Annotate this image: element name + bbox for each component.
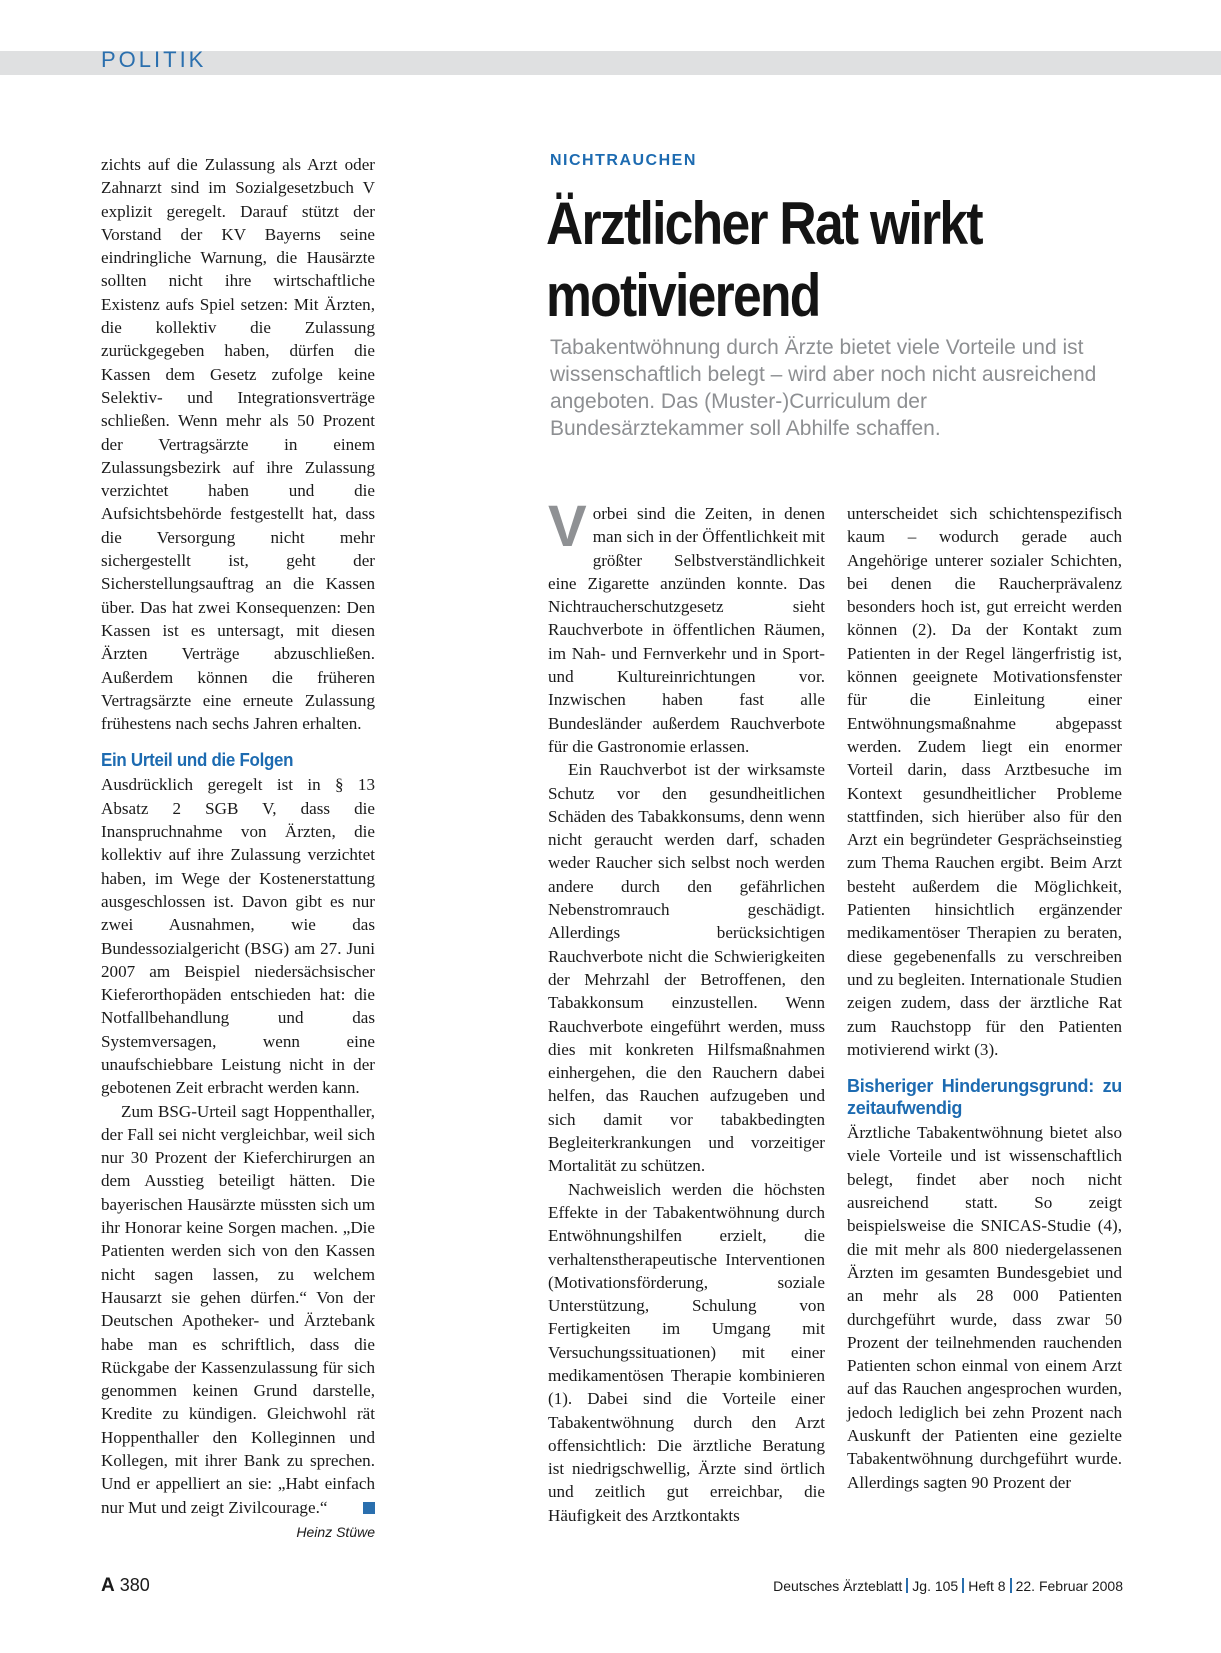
right-column [847,502,1122,1494]
page-prefix: A [101,1575,115,1596]
article-lead: Tabakentwöhnung durch Ärzte bietet viele Vorteile und ist wissenschaftlich belegt – wird aber noch nicht ausreichend angeboten. Das (Muster-)Curriculum der Bundesärztekammer soll Abhilfe schaffen. [550,336,1097,440]
right-subhead: Bisheriger Hinderungsgrund: zu zeitaufwendig [847,1076,1122,1119]
left-paragraph-2: Ausdrücklich geregelt ist in § 13 Absatz 2 SGB V, dass die Inanspruchnahme von Ärzten, die kollektiv auf ihre Zulassung verzichtet haben, im Wege der Kostenerstattung ausgeschlossen ist. Davon gibt es nur zwei Ausnahmen, wie das Bundessozialgericht (BSG) am 27. Juni 2007 am Beispiel niedersächsischer Kieferorthopäden entschieden hat: die Notfallbehandlung und das Systemversagen, wenn eine unaufschiebbare Leistung nicht in der gebotenen Zeit erbracht werden kann. [101,775,375,1098]
left-column [101,153,375,1544]
left-paragraph-3-text: Zum BSG-Urteil sagt Hoppenthaller, der Fall sei nicht vergleichbar, weil sich nur 30 Prozent der Kieferchirurgen an dem Ausstieg beteiligt hätten. Die bayerischen Hausärzte müssten sich um ihr Honorar keine Sorgen machen. „Die Patienten werden sich von den Kassen nicht sagen lassen, zu welchem Hausarzt sie gehen dürfen.“ Von der Deutschen Apotheker- und Ärztebank habe man es schriftlich, dass die Rückgabe der Kassenzulassung für sich genommen keinen Grund darstelle, Kredite zu kündigen. Gleichwohl rät Hoppenthaller den Kolleginnen und Kollegen, mit ihrer Bank zu sprechen. Und er appelliert an sie: „Habt einfach nur Mut und zeigt Zivilcourage.“ [101,1101,375,1517]
middle-column [548,494,825,1527]
article-headline [546,188,1062,332]
page-number-value: 380 [119,1575,150,1595]
left-paragraph-1: zichts auf die Zulassung als Arzt oder Zahnarzt sind im Sozialgesetzbuch V explizit geregelt. Darauf stützt der Vorstand der KV Bayerns seine eindringliche Warnung, die Hausärzte sollten nicht ihre wirtschaftliche Existenz aufs Spiel setzen: Mit Ärzten, die kollektiv die Zulassung zurückgegeben haben, dürfen die Kassen dem Gesetz zufolge keine Selektiv- und Integrationsverträge schließen. Wenn mehr als 50 Prozent der Vertragsärzte in einem Zulassungsbezirk auf ihre Zulassung verzichtet haben und die Aufsichtsbehörde festgestellt hat, dass die Versorgung nicht mehr sichergestellt ist, geht der Sicherstellungsauftrag an die Kassen über. Das hat zwei Konsequenzen: Den Kassen ist es untersagt, mit diesen Ärzten Verträge abzuschließen. Außerdem können die früheren Vertragsärzte eine erneute Zulassung frühestens nach sechs Jahren erhalten. [101,155,375,734]
middle-paragraph-1 [548,494,825,758]
footer-citation [773,1578,1123,1594]
page-number [101,1575,150,1597]
end-of-article-square [363,1502,375,1514]
middle-paragraph-2: Ein Rauchverbot ist der wirksamste Schutz vor den gesundheitlichen Schäden des Tabakkonsums, denn wenn nicht geraucht werden darf, schaden weder Raucher sich selbst noch werden andere durch den gefährlichen Nebenstromrauch geschädigt. Allerdings berücksichtigen Rauchverbote nicht die Schwierigkeiten der Mehrzahl der Betroffenen, den Tabakkonsum einzustellen. Wenn Rauchverbote eingeführt werden, muss dies mit konkreten Hilfsmaßnahmen einhergehen, die den Rauchern dabei helfen, das Rauchen aufzugeben und sich damit vor tabakbedingten Begleiterkrankungen und vorzeitiger Mortalität zu schützen. [548,760,825,1176]
footer-separator [906,1578,908,1593]
drop-cap: V [548,494,587,559]
article-kicker: NICHTRAUCHEN [550,152,697,169]
author-byline: Heinz Stüwe [296,1523,375,1540]
middle-paragraph-3: Nachweislich werden die höchsten Effekte in der Tabakentwöhnung durch Entwöhnungshilfen erzielt, die verhaltenstherapeutische Interventionen (Motivationsförderung, soziale Unterstützung, Schulung von Fertigkeiten im Umgang mit Versuchungssituationen) mit einer medikamentösen Therapie kombinieren (1). Dabei sind die Vorteile einer Tabakentwöhnung durch den Arzt offensichtlich: Die ärztliche Beratung ist niedrigschwellig, Ärzte sind örtlich und zeitlich gut erreichbar, die Häufigkeit des Arztkontakts [548,1179,825,1525]
journal-volume: Jg. 105 [912,1578,959,1594]
section-label: POLITIK [101,47,207,72]
journal-name: Deutsches Ärzteblatt [773,1578,903,1594]
left-subhead: Ein Urteil und die Folgen [101,750,294,771]
journal-date: 22. Februar 2008 [1015,1578,1123,1594]
footer-separator [962,1578,964,1593]
headline-line-1: Ärztlicher Rat wirkt [546,190,982,257]
left-paragraph-3 [101,1100,375,1519]
footer-separator [1010,1578,1012,1593]
right-paragraph-1: unterscheidet sich schichtenspezifisch kaum – wodurch gerade auch Angehörige unterer sozialer Schichten, bei denen die Raucherprävalenz besonders hoch ist, gut erreicht werden können (2). Da der Kontakt zum Patienten in der Regel längerfristig ist, können geeignete Motivationsfenster für die Einleitung einer Entwöhnungsmaßnahme abgepasst werden. Zudem liegt ein enormer Vorteil darin, dass Arztbesuche im Kontext gesundheitlicher Probleme stattfinden, sich hierüber also für den Arzt ein begründeter Gesprächseinstieg zum Thema Rauchen ergibt. Beim Arzt besteht außerdem die Möglichkeit, Patienten hinsichtlich ergänzender medikamentöser Therapien zu beraten, diese gegebenenfalls zu verschreiben und zu begleiten. Internationale Studien zeigen zudem, dass der ärztliche Rat zum Rauchstopp für den Patienten motivierend wirkt (3). [847,504,1122,1059]
middle-paragraph-1-text: orbei sind die Zeiten, in denen man sich in der Öffentlichkeit mit größter Selbstverständlichkeit eine Zigarette anzünden konnte. Das Nichtraucherschutzgesetz sieht Rauchverbote in öffentlichen Räumen, im Nah- und Fernverkehr und in Sport- und Kultureinrichtungen vor. Inzwischen haben fast alle Bundesländer außerdem Rauchverbote für die Gastronomie erlassen. [548,504,825,756]
journal-issue: Heft 8 [968,1578,1006,1594]
headline-line-2: motivierend [546,262,820,329]
right-paragraph-2: Ärztliche Tabakentwöhnung bietet also viele Vorteile und ist wissenschaftlich belegt, findet aber noch nicht ausreichend statt. So zeigt beispielsweise die SNICAS-Studie (4), die mit mehr als 800 niedergelassenen Ärzten im gesamten Bundesgebiet und an mehr als 28 000 Patienten durchgeführt wurde, dass zwar 50 Prozent der teilnehmenden rauchenden Patienten schon einmal von einem Arzt auf das Rauchen angesprochen wurden, jedoch lediglich bei zehn Prozent nach Auskunft der Patienten eine gezielte Tabakentwöhnung durchgeführt wurde. Allerdings sagten 90 Prozent der [847,1123,1123,1492]
